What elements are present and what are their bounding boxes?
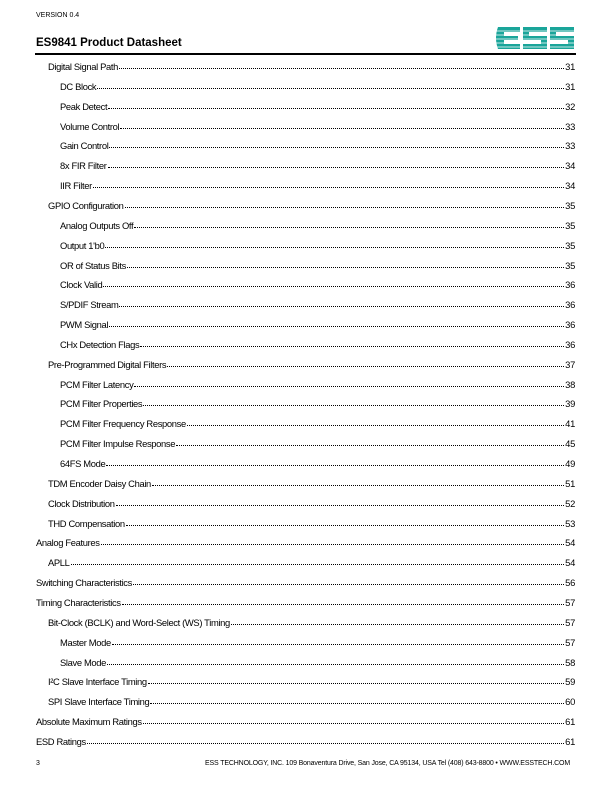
toc-entry-page: 35 bbox=[565, 199, 575, 211]
toc-entry[interactable] bbox=[48, 614, 575, 628]
toc-entry-page: 61 bbox=[565, 716, 575, 728]
toc-entry[interactable] bbox=[60, 157, 575, 171]
dot-leader bbox=[134, 386, 564, 387]
toc-entry-page: 60 bbox=[565, 696, 575, 708]
toc-entry-page: 31 bbox=[565, 61, 575, 72]
toc-entry-label: PWM Signal bbox=[60, 319, 109, 331]
ess-logo-icon bbox=[494, 25, 578, 51]
toc-entry-page: 56 bbox=[565, 577, 575, 589]
toc-entry[interactable] bbox=[48, 356, 575, 370]
toc-entry-page: 49 bbox=[565, 458, 575, 469]
toc-entry-label: Volume Control bbox=[60, 120, 120, 132]
toc-entry-label: TDM Encoder Daisy Chain bbox=[48, 477, 151, 489]
toc-entry[interactable] bbox=[60, 217, 575, 231]
dot-leader bbox=[109, 326, 564, 327]
toc-entry-label: OR of Status Bits bbox=[60, 259, 126, 271]
toc-entry-label: Pre-Programmed Digital Filters bbox=[48, 358, 167, 370]
toc-entry[interactable] bbox=[60, 296, 575, 310]
toc-entry-page: 33 bbox=[565, 140, 575, 152]
toc-entry-label: Switching Characteristics bbox=[36, 577, 132, 589]
toc-entry[interactable] bbox=[36, 534, 575, 548]
dot-leader bbox=[108, 108, 564, 109]
toc-entry[interactable] bbox=[60, 415, 575, 429]
toc-entry-label: Bit-Clock (BCLK) and Word-Select (WS) Timing bbox=[48, 616, 230, 628]
dot-leader bbox=[107, 664, 564, 665]
dot-leader bbox=[133, 584, 564, 585]
dot-leader bbox=[109, 147, 564, 148]
toc-entry[interactable] bbox=[60, 376, 575, 390]
toc-entry-label: Analog Outputs Off bbox=[60, 219, 134, 231]
toc-entry-label: Clock Valid bbox=[60, 279, 103, 291]
toc-entry-page: 41 bbox=[565, 418, 575, 430]
company-address: ESS TECHNOLOGY, INC. 109 Bonaventura Drive, San Jose, CA 95134, USA Tel (408) 643-8800 • WWW.ESSTECH.COM bbox=[204, 760, 570, 767]
toc-entry-page: 36 bbox=[565, 338, 575, 350]
dot-leader bbox=[120, 128, 564, 129]
toc-entry-label: ESD Ratings bbox=[36, 735, 86, 747]
toc-entry[interactable] bbox=[48, 554, 575, 568]
toc-entry-page: 35 bbox=[565, 219, 575, 231]
dot-leader bbox=[97, 88, 564, 89]
toc-entry-page: 31 bbox=[565, 80, 575, 92]
toc-entry[interactable] bbox=[60, 316, 575, 330]
toc-entry[interactable] bbox=[36, 733, 575, 747]
toc-entry[interactable] bbox=[60, 137, 575, 151]
toc-entry-page: 37 bbox=[565, 358, 575, 370]
toc-entry-label: SPI Slave Interface Timing bbox=[48, 696, 150, 708]
toc-entry-page: 61 bbox=[565, 735, 575, 747]
toc-entry-page: 53 bbox=[565, 517, 575, 529]
toc-entry-label: IIR Filter bbox=[60, 180, 92, 192]
dot-leader bbox=[126, 525, 564, 526]
toc-entry-page: 45 bbox=[565, 438, 575, 450]
toc-entry-page: 38 bbox=[565, 378, 575, 390]
toc-entry[interactable] bbox=[48, 197, 575, 211]
toc-entry[interactable] bbox=[48, 515, 575, 529]
dot-leader bbox=[143, 405, 564, 406]
toc-entry-page: 36 bbox=[565, 299, 575, 311]
dot-leader bbox=[140, 346, 564, 347]
toc-entry-page: 36 bbox=[565, 279, 575, 291]
dot-leader bbox=[101, 544, 565, 545]
toc-entry-label: Slave Mode bbox=[60, 656, 107, 668]
toc-entry-page: 59 bbox=[565, 676, 575, 688]
toc-entry[interactable] bbox=[36, 574, 575, 588]
toc-entry[interactable] bbox=[60, 654, 575, 668]
toc-entry[interactable] bbox=[60, 118, 575, 132]
toc-entry[interactable] bbox=[60, 395, 575, 409]
toc-entry-page: 34 bbox=[565, 180, 575, 192]
toc-entry-page: 57 bbox=[565, 636, 575, 648]
dot-leader bbox=[127, 267, 564, 268]
toc-entry-label: Analog Features bbox=[36, 537, 100, 549]
dot-leader bbox=[148, 683, 564, 684]
toc-entry-label: THD Compensation bbox=[48, 517, 125, 529]
toc-entry[interactable] bbox=[48, 58, 575, 72]
toc-entry-label: Output 1'b0 bbox=[60, 239, 105, 251]
toc-entry-label: GPIO Configuration bbox=[48, 199, 124, 211]
toc-entry[interactable] bbox=[60, 177, 575, 191]
toc-entry-page: 54 bbox=[565, 537, 575, 549]
dot-leader bbox=[112, 644, 564, 645]
dot-leader bbox=[150, 703, 564, 704]
toc-entry[interactable] bbox=[48, 673, 575, 687]
toc-entry[interactable] bbox=[60, 634, 575, 648]
toc-entry-page: 57 bbox=[565, 616, 575, 628]
toc-entry[interactable] bbox=[36, 713, 575, 727]
toc-entry[interactable] bbox=[60, 237, 575, 251]
document-title: ES9841 Product Datasheet bbox=[36, 37, 182, 49]
toc-entry[interactable] bbox=[60, 78, 575, 92]
toc-entry-label: Digital Signal Path bbox=[48, 61, 118, 72]
toc-entry-page: 54 bbox=[565, 557, 575, 569]
toc-entry-label: Timing Characteristics bbox=[36, 596, 121, 608]
dot-leader bbox=[103, 286, 564, 287]
toc-entry-page: 35 bbox=[565, 259, 575, 271]
dot-leader bbox=[71, 564, 565, 565]
dot-leader bbox=[119, 68, 564, 69]
dot-leader bbox=[122, 604, 564, 605]
toc-entry-page: 39 bbox=[565, 398, 575, 410]
toc-entry[interactable] bbox=[60, 435, 575, 449]
toc-entry-page: 36 bbox=[565, 319, 575, 331]
toc-entry-label: Gain Control bbox=[60, 140, 109, 152]
toc-entry-label: Peak Detect bbox=[60, 100, 108, 112]
dot-leader bbox=[87, 743, 564, 744]
toc-entry-label: PCM Filter Impulse Response bbox=[60, 438, 176, 450]
dot-leader bbox=[176, 445, 564, 446]
dot-leader bbox=[187, 425, 564, 426]
dot-leader bbox=[108, 167, 565, 168]
toc-entry-label: Master Mode bbox=[60, 636, 111, 648]
dot-leader bbox=[152, 485, 564, 486]
dot-leader bbox=[106, 465, 564, 466]
dot-leader bbox=[93, 187, 564, 188]
toc-entry-page: 57 bbox=[565, 596, 575, 608]
dot-leader bbox=[125, 207, 565, 208]
dot-leader bbox=[167, 366, 564, 367]
toc-entry[interactable] bbox=[48, 475, 575, 489]
toc-entry-label: PCM Filter Frequency Response bbox=[60, 418, 186, 430]
toc-entry-page: 35 bbox=[565, 239, 575, 251]
toc-entry-page: 33 bbox=[565, 120, 575, 132]
toc-entry-label: DC Block bbox=[60, 80, 97, 92]
toc-entry[interactable] bbox=[60, 455, 575, 469]
header-divider bbox=[35, 53, 576, 55]
dot-leader bbox=[116, 505, 565, 506]
toc-entry-label: APLL bbox=[48, 557, 70, 569]
page-number: 3 bbox=[36, 760, 40, 767]
toc-entry-label: CHx Detection Flags bbox=[60, 338, 140, 350]
toc-entry-label: 64FS Mode bbox=[60, 458, 106, 469]
toc-entry-label: S/PDIF Stream bbox=[60, 299, 119, 311]
version-label: VERSION 0.4 bbox=[36, 12, 80, 19]
dot-leader bbox=[134, 227, 564, 228]
dot-leader bbox=[231, 624, 564, 625]
toc-entry-page: 32 bbox=[565, 100, 575, 112]
dot-leader bbox=[143, 723, 564, 724]
dot-leader bbox=[105, 247, 564, 248]
toc-entry[interactable] bbox=[60, 336, 575, 350]
toc-entry-label: I²C Slave Interface Timing bbox=[48, 676, 147, 688]
toc-entry-label: Clock Distribution bbox=[48, 497, 115, 509]
toc-entry[interactable] bbox=[60, 98, 575, 112]
toc-entry-page: 58 bbox=[565, 656, 575, 668]
toc-entry-label: PCM Filter Properties bbox=[60, 398, 143, 410]
toc-entry[interactable] bbox=[48, 693, 575, 707]
toc-entry[interactable] bbox=[48, 495, 575, 509]
toc-entry-page: 34 bbox=[565, 160, 575, 172]
toc-entry-label: 8x FIR Filter bbox=[60, 160, 107, 172]
toc-entry[interactable] bbox=[60, 276, 575, 290]
toc-entry-label: PCM Filter Latency bbox=[60, 378, 134, 390]
toc-entry[interactable] bbox=[36, 594, 575, 608]
toc-entry-page: 52 bbox=[565, 497, 575, 509]
dot-leader bbox=[119, 306, 564, 307]
toc-entry-page: 51 bbox=[565, 477, 575, 489]
toc-entry[interactable] bbox=[60, 257, 575, 271]
toc-entry-label: Absolute Maximum Ratings bbox=[36, 716, 142, 728]
